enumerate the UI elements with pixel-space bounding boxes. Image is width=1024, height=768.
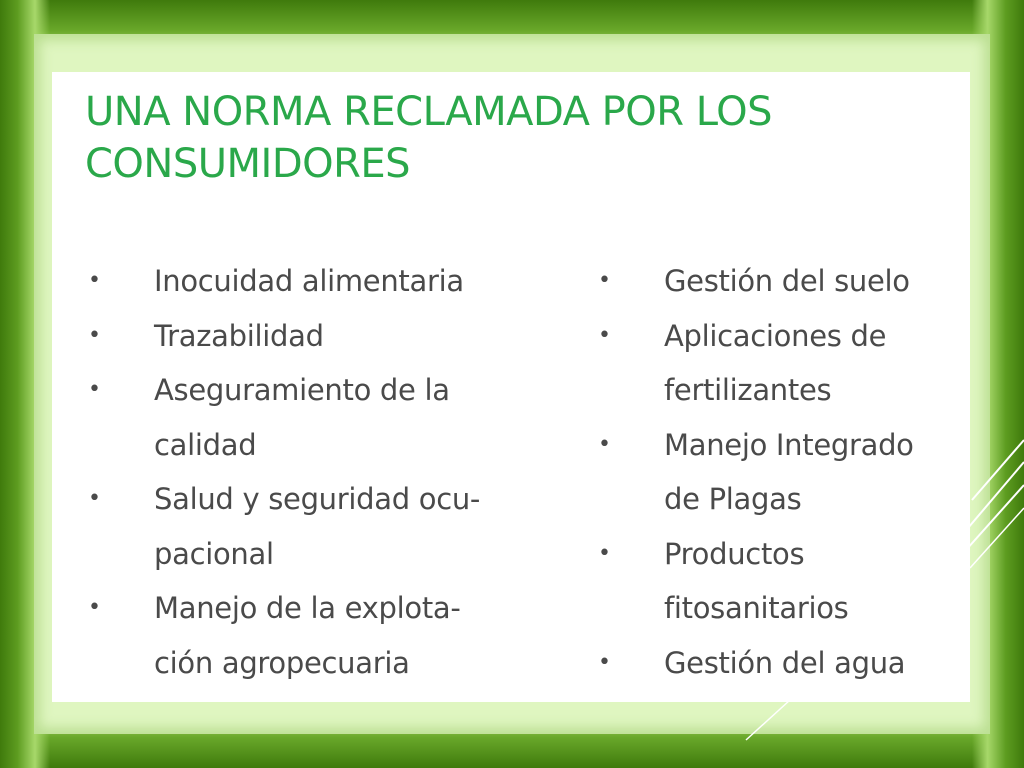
bullet-icon: • [598, 322, 611, 348]
list-item-text: Inocuidad alimentaria [154, 264, 464, 298]
list-item-text: Aplicaciones de [664, 318, 887, 353]
list-item-text: Manejo de la explota- [154, 591, 461, 625]
bullet-icon: • [598, 540, 611, 566]
list-item-text: Gestión del suelo [664, 264, 910, 298]
right-bullet-list [592, 254, 952, 690]
list-item [82, 254, 522, 309]
slide-title-line-2: CONSUMIDORES [85, 141, 411, 187]
list-item [82, 309, 522, 364]
left-bullet-list [82, 254, 522, 690]
bullet-icon: • [88, 377, 101, 402]
list-item [592, 527, 952, 636]
list-item [592, 636, 952, 691]
list-item-text-continued: fertilizantes [664, 373, 832, 407]
list-item-text: Manejo Integrado [664, 427, 914, 462]
list-item-text-continued: pacional [154, 536, 274, 571]
list-item [592, 309, 952, 418]
list-item-text: Salud y seguridad ocu- [154, 482, 481, 516]
bullet-icon: • [598, 431, 611, 457]
list-item-text-continued: ción agropecuaria [154, 645, 410, 680]
slide-title-line-1: UNA NORMA RECLAMADA POR LOS [85, 89, 773, 135]
list-item-text: Aseguramiento de la [154, 373, 450, 407]
bullet-icon: • [88, 486, 101, 511]
bullet-icon: • [598, 649, 611, 675]
slide-title [85, 86, 945, 190]
bullet-icon: • [88, 268, 101, 293]
list-item-text: Trazabilidad [154, 318, 324, 353]
list-item-text-continued: calidad [154, 427, 257, 462]
bullet-icon: • [598, 268, 611, 293]
list-item [82, 363, 522, 472]
list-item-text: Productos [664, 536, 805, 571]
list-item [82, 472, 522, 581]
list-item-text-continued: de Plagas [664, 482, 802, 516]
slide-content-card [52, 72, 970, 702]
bullet-icon: • [88, 595, 101, 620]
bullet-icon: • [88, 322, 101, 348]
list-item [82, 581, 522, 690]
list-item [592, 254, 952, 309]
list-item [592, 418, 952, 527]
list-item-text-continued: fitosanitarios [664, 591, 849, 625]
list-item-text: Gestión del agua [664, 645, 906, 680]
